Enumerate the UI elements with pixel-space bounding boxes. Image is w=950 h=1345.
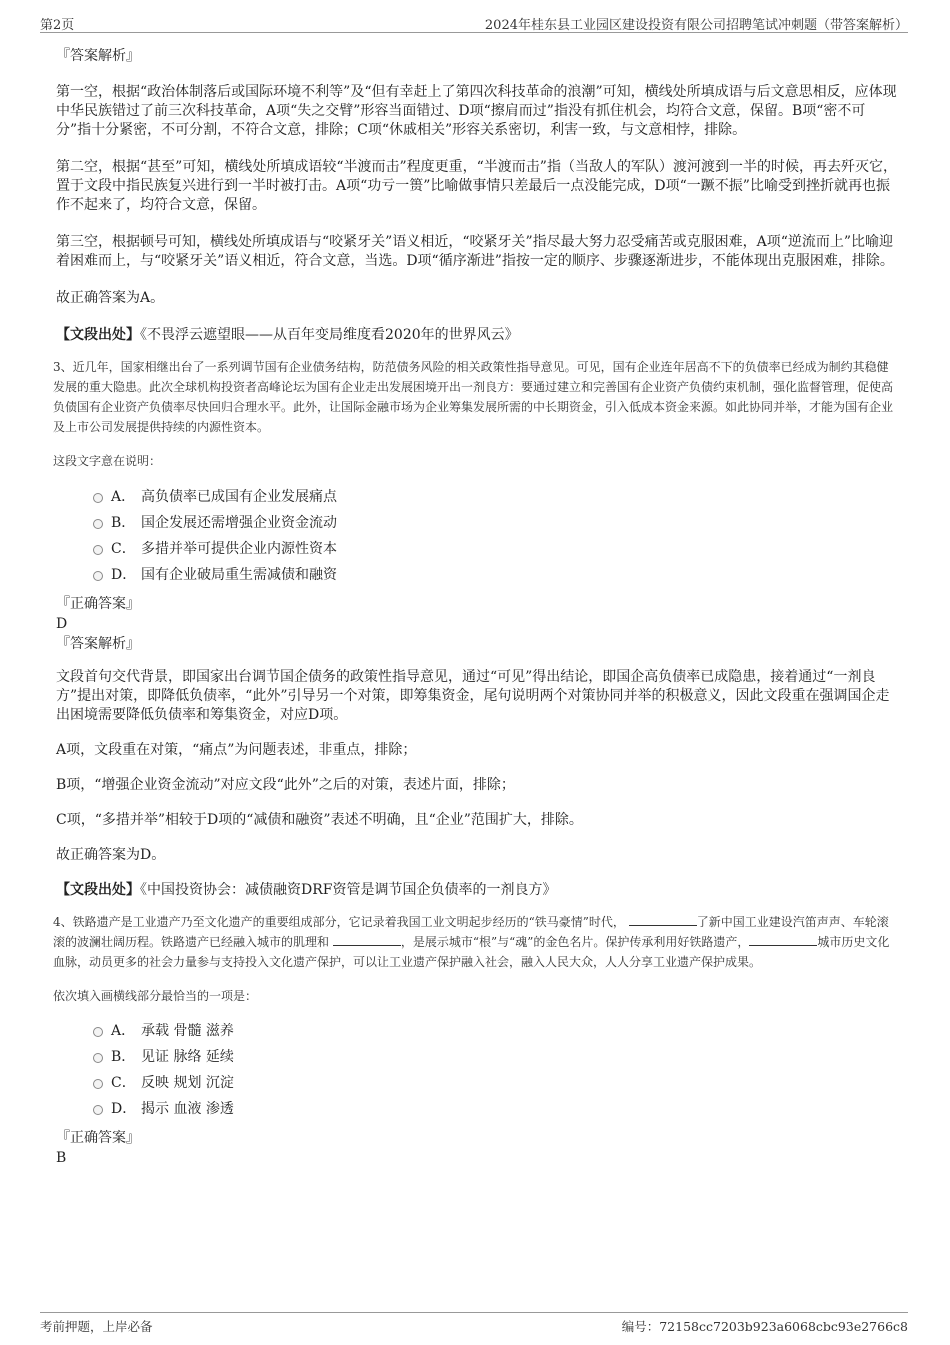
- page-header: [40, 12, 908, 33]
- option-d[interactable]: D． 揭示 血液 渗透: [53, 1096, 898, 1122]
- answer-title: 『正确答案』: [56, 1130, 140, 1146]
- question-stem: 4、铁路遗产是工业遗产乃至文化遗产的重要组成部分，它记录着我国工业文明起步经历的“铁马豪情”时代， 了新中国工业建设汽笛声声、车轮滚滚的波澜壮阔历程。铁路遗产已经融入城市的肌理和 ，是展示城市“根”与“魂”的金色名片。保护传承利用好铁路遗产， 城市历史文化血脉，动员更多的社会力量参与支持投入文化遗产保护，可以让工业遗产保护融入社会，融入人民大众，人人分享工业遗产保护成果。: [53, 915, 890, 969]
- explanation-paragraph: 第一空，根据“政治体制落后或国际环境不利等”及“但有幸赶上了第四次科技革命的浪潮”可知，横线处所填成语与后文意思相反，应体现中华民族错过了前三次科技革命，A项“失之交臂”形容当面错过、D项“擦肩而过”指没有抓住机会，均符合文意，保留。B项“密不可分”指十分紧密，不可分割，不符合文意，排除；C项“休戚相关”形容关系密切，利害一致，与文意相悖，排除。: [56, 84, 897, 138]
- q2-explanation: [56, 46, 898, 345]
- explanation-paragraph: 文段首句交代背景，即国家出台调节国企债务的政策性指导意见，通过“可见”得出结论，即国企高负债率已成隐患，接着通过“一剂良方”提出对策，即降低负债率，“此外”引导另一个对策，即筹集资金，尾句说明两个对策协同并举的积极意义，因此文段重在强调国企走出困境需要降低负债率和筹集资金，对应D项。: [56, 669, 890, 723]
- conclusion: 故正确答案为A。: [56, 290, 165, 306]
- page-footer: [40, 1312, 908, 1335]
- question-4: [53, 912, 898, 1122]
- document-id: 编号：72158cc7203b923a6068cbc93e2766c8: [621, 1319, 908, 1334]
- option-c[interactable]: C． 反映 规划 沉淀: [53, 1070, 898, 1096]
- explanation-paragraph: C项，“多措并举”相较于D项的“减债和融资”表述不明确，且“企业”范围扩大，排除。: [56, 812, 583, 828]
- answer-title: 『正确答案』: [56, 596, 140, 612]
- fill-blank: [333, 933, 401, 946]
- q3-answer: [56, 594, 898, 900]
- option-a[interactable]: A． 承载 骨髓 滋养: [53, 1018, 898, 1044]
- answer-value: B: [56, 1150, 67, 1166]
- options-list: [53, 484, 898, 588]
- radio-icon[interactable]: [93, 1027, 103, 1037]
- radio-icon[interactable]: [93, 1053, 103, 1063]
- main-content: [53, 42, 898, 1168]
- fill-blank: [749, 933, 817, 946]
- q4-answer: [56, 1128, 898, 1168]
- fill-blank: [629, 913, 697, 926]
- radio-icon[interactable]: [93, 519, 103, 529]
- explanation-paragraph: 第三空，根据顿号可知，横线处所填成语与“咬紧牙关”语义相近，“咬紧牙关”指尽最大努力忍受痛苦或克服困难，A项“逆流而上”比喻迎着困难而上，与“咬紧牙关”语义相近，符合文意，当选。D项“循序渐进”指按一定的顺序、步骤逐渐进步，不能体现出克服困难，排除。: [56, 234, 894, 269]
- option-b[interactable]: B． 国企发展还需增强企业资金流动: [53, 510, 898, 536]
- source-text: 《中国投资协会：减债融资DRF资管是调节国企负债率的一剂良方》: [140, 882, 557, 898]
- question-prompt: 这段文字意在说明：: [53, 454, 162, 468]
- document-title: 2024年桂东县工业园区建设投资有限公司招聘笔试冲刺题（带答案解析）: [484, 18, 908, 33]
- explanation-paragraph: A项，文段重在对策，“痛点”为问题表述，非重点，排除；: [56, 742, 417, 758]
- option-d[interactable]: D． 国有企业破局重生需减债和融资: [53, 562, 898, 588]
- explanation-title: 『答案解析』: [56, 48, 140, 64]
- radio-icon[interactable]: [93, 1079, 103, 1089]
- answer-value: D: [56, 616, 68, 632]
- option-a[interactable]: A． 高负债率已成国有企业发展痛点: [53, 484, 898, 510]
- source-line: [56, 326, 898, 345]
- question-3: [53, 357, 898, 588]
- explanation-paragraph: 第二空，根据“甚至”可知，横线处所填成语较“半渡而击”程度更重，“半渡而击”指（当敌人的军队）渡河渡到一半的时候，再去歼灭它，置于文段中指民族复兴进行到一半时被打击。A项“功亏一篑”比喻做事情只差最后一点没能完成，D项“一蹶不振”比喻受到挫折就再也振作不起来了，均符合文意，保留。: [56, 159, 897, 213]
- explanation-paragraph: B项，“增强企业资金流动”对应文段“此外”之后的对策，表述片面，排除；: [56, 777, 515, 793]
- page-number: 第2页: [40, 18, 75, 33]
- conclusion: 故正确答案为D。: [56, 847, 166, 863]
- radio-icon[interactable]: [93, 571, 103, 581]
- question-stem: 3、近几年，国家相继出台了一系列调节国有企业债务结构，防范债务风险的相关政策性指导意见。可见，国有企业连年居高不下的负债率已经成为制约其稳健发展的重大隐患。此次全球机构投资者高峰论坛为国有企业走出发展困境开出一剂良方：要通过建立和完善国有企业资产负债约束机制，强化监督管理，促使高负债国有企业资产负债率尽快回归合理水平。此外，让国际金融市场为企业筹集发展所需的中长期资金，引入低成本资金来源。如此协同并举，才能为国有企业及上市公司发展提供持续的内源性资本。: [53, 360, 894, 434]
- radio-icon[interactable]: [93, 493, 103, 503]
- source-label: 【文段出处】: [56, 327, 140, 343]
- question-prompt: 依次填入画横线部分最恰当的一项是：: [53, 989, 258, 1003]
- footer-slogan: 考前押题，上岸必备: [40, 1319, 153, 1334]
- source-text: 《不畏浮云遮望眼——从百年变局维度看2020年的世界风云》: [140, 327, 519, 343]
- source-label: 【文段出处】: [56, 882, 140, 898]
- explanation-title: 『答案解析』: [56, 636, 140, 652]
- radio-icon[interactable]: [93, 545, 103, 555]
- option-c[interactable]: C． 多措并举可提供企业内源性资本: [53, 536, 898, 562]
- option-b[interactable]: B． 见证 脉络 延续: [53, 1044, 898, 1070]
- radio-icon[interactable]: [93, 1105, 103, 1115]
- options-list: [53, 1018, 898, 1122]
- source-line: [56, 881, 898, 900]
